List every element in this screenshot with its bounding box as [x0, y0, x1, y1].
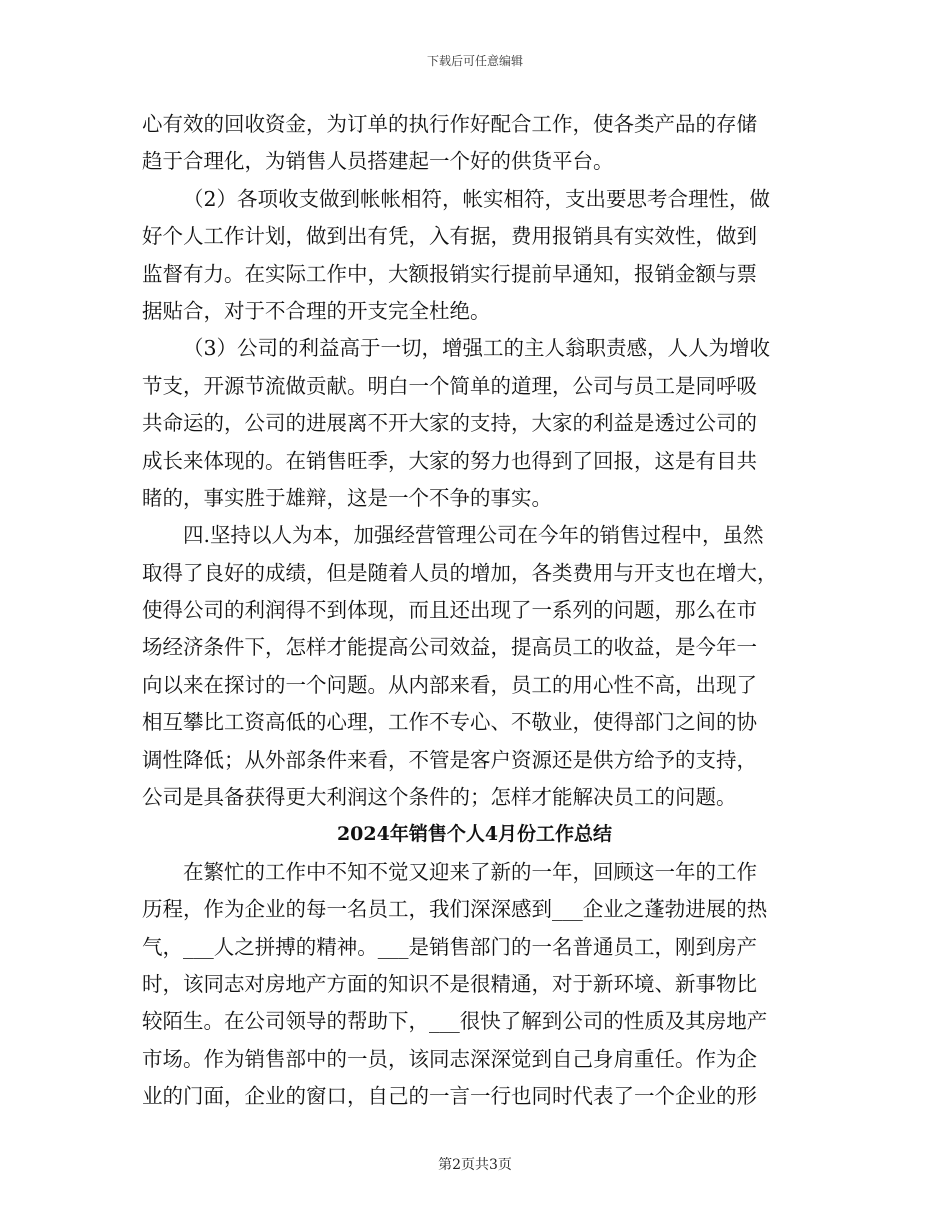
paragraph-line: 成长来体现的。在销售旺季，大家的努力也得到了回报，这是有目共 — [142, 448, 757, 473]
paragraph-line: 向以来在探讨的一个问题。从内部来看，员工的用心性不高，出现了 — [142, 672, 757, 697]
paragraph-line: （3）公司的利益高于一切，增强工的主人翁职责感，人人为增收 — [183, 336, 771, 361]
paragraph-line: 时，该同志对房地产方面的知识不是很精通，对于新环境、新事物比 — [142, 971, 757, 996]
paragraph-line: 公司是具备获得更大利润这个条件的；怎样才能解决员工的问题。 — [142, 785, 737, 810]
paragraph-line: 好个人工作计划，做到出有凭，入有据，费用报销具有实效性，做到 — [142, 224, 757, 249]
paragraph-line: 取得了良好的成绩，但是随着人员的增加，各类费用与开支也在增大， — [142, 560, 778, 585]
paragraph-line: 据贴合，对于不合理的开支完全杜绝。 — [142, 298, 491, 323]
paragraph-line: 业的门面，企业的窗口，自己的一言一行也同时代表了一个企业的形 — [142, 1084, 757, 1109]
paragraph-line: 心有效的回收资金，为订单的执行作好配合工作，使各类产品的存储 — [142, 112, 757, 136]
paragraph-line: 在繁忙的工作中不知不觉又迎来了新的一年，回顾这一年的工作 — [183, 859, 757, 884]
paragraph-line: 四.坚持以人为本，加强经营管理公司在今年的销售过程中，虽然 — [183, 523, 764, 548]
paragraph-line: 使得公司的利润得不到体现，而且还出现了一系列的问题，那么在市 — [142, 598, 757, 623]
page-header-note: 下载后可任意编辑 — [426, 54, 523, 68]
paragraph-line: 节支，开源节流做贡献。明白一个简单的道理，公司与员工是同呼吸 — [142, 373, 757, 398]
paragraph-line: 调性降低；从外部条件来看，不管是客户资源还是供方给予的支持， — [142, 747, 757, 772]
paragraph-line: 趋于合理化，为销售人员搭建起一个好的供货平台。 — [142, 149, 614, 174]
paragraph-line: 睹的，事实胜于雄辩，这是一个不争的事实。 — [142, 485, 552, 510]
paragraph-line: 相互攀比工资高低的心理，工作不专心、不敬业，使得部门之间的协 — [142, 710, 757, 735]
paragraph-line: 场经济条件下，怎样才能提高公司效益，提高员工的收益，是今年一 — [142, 635, 757, 660]
document-body — [142, 106, 807, 1116]
paragraph-line: （2）各项收支做到帐帐相符，帐实相符，支出要思考合理性，做 — [183, 186, 771, 211]
page-number: 第2页共3页 — [438, 1157, 512, 1173]
paragraph-line: 共命运的，公司的进展离不开大家的支持，大家的利益是透过公司的 — [142, 411, 757, 436]
paragraph-line: 气，___人之拼搏的精神。___是销售部门的一名普通员工，刚到房产 — [142, 934, 757, 959]
paragraph-line: 历程，作为企业的每一名员工，我们深深感到___企业之蓬勃进展的热 — [142, 897, 768, 922]
section-title: 2024年销售个人4月份工作总结 — [336, 823, 613, 846]
paragraph-line: 较陌生。在公司领导的帮助下，___很快了解到公司的性质及其房地产 — [142, 1009, 768, 1034]
paragraph-line: 监督有力。在实际工作中，大额报销实行提前早通知，报销金额与票 — [142, 261, 757, 286]
paragraph-line: 市场。作为销售部中的一员，该同志深深觉到自己身肩重任。作为企 — [142, 1046, 757, 1071]
